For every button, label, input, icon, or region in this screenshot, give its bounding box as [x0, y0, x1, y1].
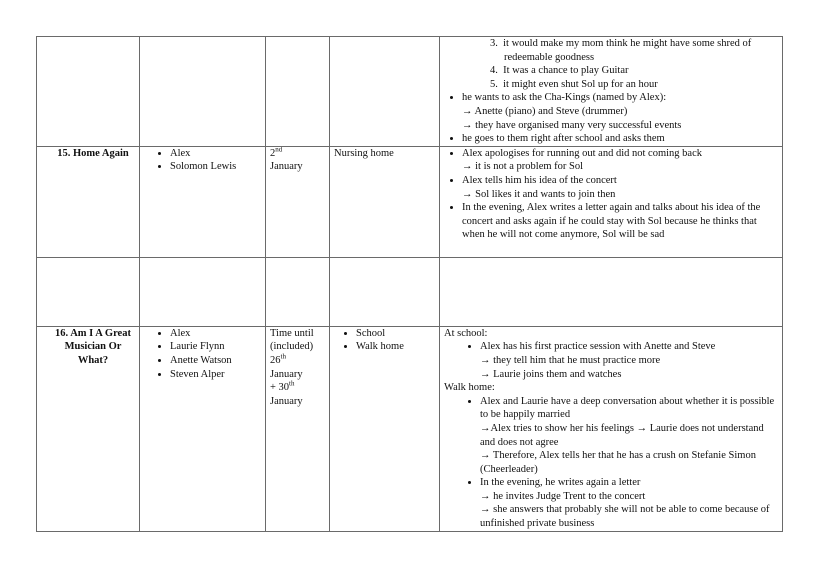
list-item: • Alex has his first practice session with Anette and Steve → they tell him that he must practice more → Laurie joins them and watches [480, 340, 778, 381]
table-row [37, 146, 783, 257]
section-heading: At school: [444, 327, 488, 339]
section-heading: Walk home: [444, 382, 495, 394]
character-item: • Alex [170, 327, 261, 341]
numbered-list [444, 37, 778, 91]
cell-characters [140, 37, 266, 147]
list-item: 5. it might even shut Sol up for an hour [490, 78, 658, 90]
list-item: • In the evening, Alex writes a letter again and talks about his idea of the concert and asks again if he could stay with Sol because he thinks that when he will not come anymore, Sol will be sad [462, 201, 778, 242]
cell-content [440, 37, 783, 147]
character-item: • Solomon Lewis [170, 160, 261, 174]
story-table [36, 36, 783, 532]
cell-content [440, 146, 783, 257]
list-item: • he goes to them right after school and asks them [462, 132, 778, 146]
table-row [37, 326, 783, 531]
place-item: • School [356, 327, 435, 341]
cell-chapter [37, 37, 140, 147]
bullet-list [444, 91, 778, 145]
table-row [37, 37, 783, 147]
cell-characters [140, 326, 266, 531]
cell-characters [140, 146, 266, 257]
character-item: • Steven Alper [170, 368, 261, 382]
list-item: 3. it would make my mom think he might have some shred of redeemable goodness [490, 38, 752, 63]
cell-date: Time until (included) 26th January + 30th January [266, 326, 330, 531]
cell-place [330, 326, 440, 531]
cell-content [440, 326, 783, 531]
cell-date [266, 37, 330, 147]
list-item: • Alex tells him his idea of the concert → Sol likes it and wants to join then [462, 174, 778, 201]
chapter-title: 15. Home Again [37, 146, 140, 257]
list-item: • Alex apologises for running out and did not coming back → it is not a problem for Sol [462, 147, 778, 174]
place-item: • Walk home [356, 340, 435, 354]
cell-place: Nursing home [330, 146, 440, 257]
list-item: • Alex and Laurie have a deep conversation about whether it is possible to be happily married →Alex tries to show her his feelings → Laurie does not understand and does not agree → Therefore, Alex tells her that he has a crush on Stefanie Simon (Cheerleader) [480, 395, 778, 477]
cell-date: 2nd January [266, 146, 330, 257]
list-item: 4. It was a chance to play Guitar [490, 65, 629, 77]
chapter-title: 16. Am I A Great Musician Or What? [37, 326, 140, 531]
list-item: • In the evening, he writes again a letter → he invites Judge Trent to the concert → she answers that probably she will not be able to come because of unfinished private business [480, 476, 778, 530]
list-item: • he wants to ask the Cha-Kings (named by Alex): → Anette (piano) and Steve (drummer) → they have organised many very successful events [462, 91, 778, 132]
character-item: • Laurie Flynn [170, 340, 261, 354]
table-row [37, 257, 783, 326]
character-item: • Anette Watson [170, 354, 261, 368]
character-item: • Alex [170, 147, 261, 161]
cell-place [330, 37, 440, 147]
